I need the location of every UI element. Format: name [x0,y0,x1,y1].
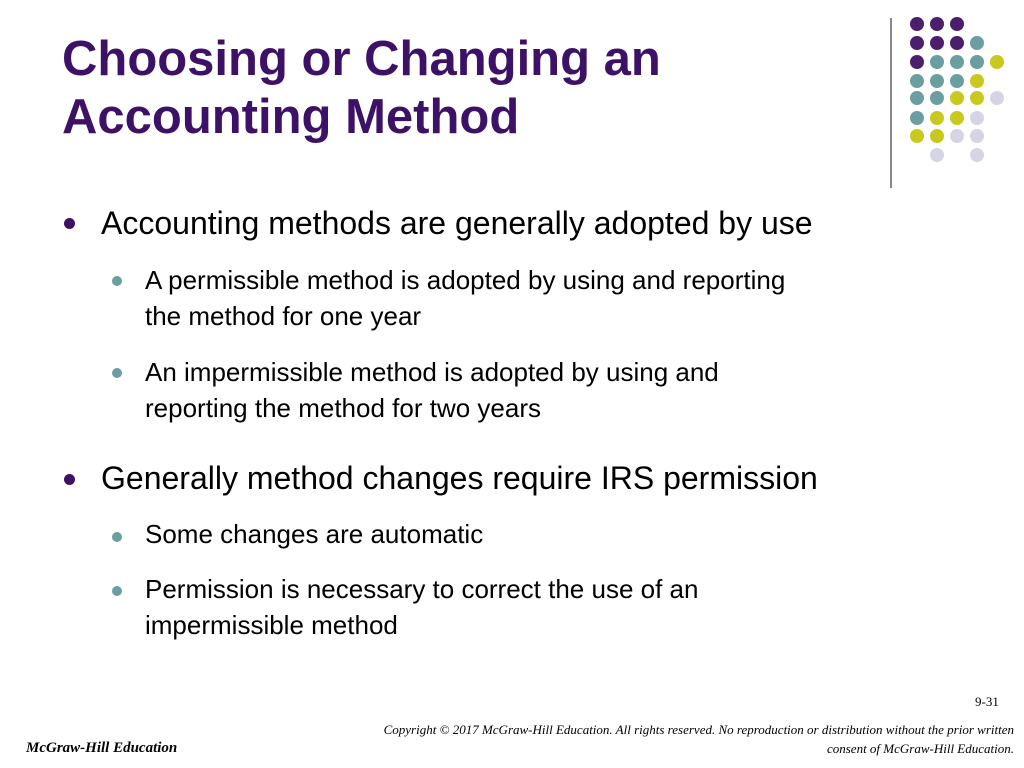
sub-bullet-line: reporting the method for two years [145,393,541,423]
decor-dot [970,148,984,162]
decor-dot [970,91,984,105]
decor-dot [910,129,924,143]
decor-dot [910,36,924,50]
decorative-dot-grid [910,15,1020,175]
sub-bullet-line: impermissible method [145,610,398,640]
decor-dot [950,91,964,105]
decor-dot [970,36,984,50]
decor-dot [990,55,1004,69]
bullet-level1: Generally method changes require IRS permission [101,460,818,496]
decor-dot [930,129,944,143]
bullet-marker [64,474,75,485]
decor-dot [970,55,984,69]
decor-dot [910,55,924,69]
title-divider [890,18,892,188]
decor-dot [910,74,924,88]
decor-dot [970,74,984,88]
slide-title [62,30,862,146]
decor-dot [950,74,964,88]
sub-bullet-marker [112,276,122,286]
sub-bullet [145,516,945,552]
decor-dot [970,129,984,143]
decor-dot [930,74,944,88]
slide-title-line-1: Choosing or Changing an [62,32,661,86]
publisher-name: McGraw-Hill Education [26,740,178,756]
sub-bullet-marker [112,586,122,596]
sub-bullet [145,571,945,643]
sub-bullet-line: An impermissible method is adopted by using and [145,357,719,387]
decor-dot [950,129,964,143]
decor-dot [910,17,924,31]
bullet-marker [64,218,75,229]
sub-bullet-line: A permissible method is adopted by using and reporting [145,265,786,295]
copyright-line: consent of McGraw-Hill Education. [826,741,1014,756]
slide-title-line-2: Accounting Method [62,90,520,144]
decor-dot [970,111,984,125]
sub-bullet-line: Permission is necessary to correct the use of an [145,574,699,604]
sub-bullet-line: Some changes are automatic [145,519,484,549]
copyright-notice [254,720,1014,758]
decor-dot [930,17,944,31]
bullet-level1: Accounting methods are generally adopted by use [101,205,813,241]
decor-dot [930,111,944,125]
sub-bullet-marker [112,368,122,378]
decor-dot [930,36,944,50]
decor-dot [910,91,924,105]
sub-bullet [145,262,945,334]
decor-dot [950,111,964,125]
sub-bullet-marker [112,532,122,542]
decor-dot [950,17,964,31]
decor-dot [990,91,1004,105]
sub-bullet [145,354,945,426]
decor-dot [950,36,964,50]
copyright-line: Copyright © 2017 McGraw-Hill Education. All rights reserved. No reproduction or distribution without the prior written [383,722,1014,737]
decor-dot [910,111,924,125]
page-number: 9-31 [975,694,999,709]
decor-dot [930,91,944,105]
decor-dot [930,55,944,69]
decor-dot [930,148,944,162]
sub-bullet-line: the method for one year [145,301,422,331]
decor-dot [950,55,964,69]
